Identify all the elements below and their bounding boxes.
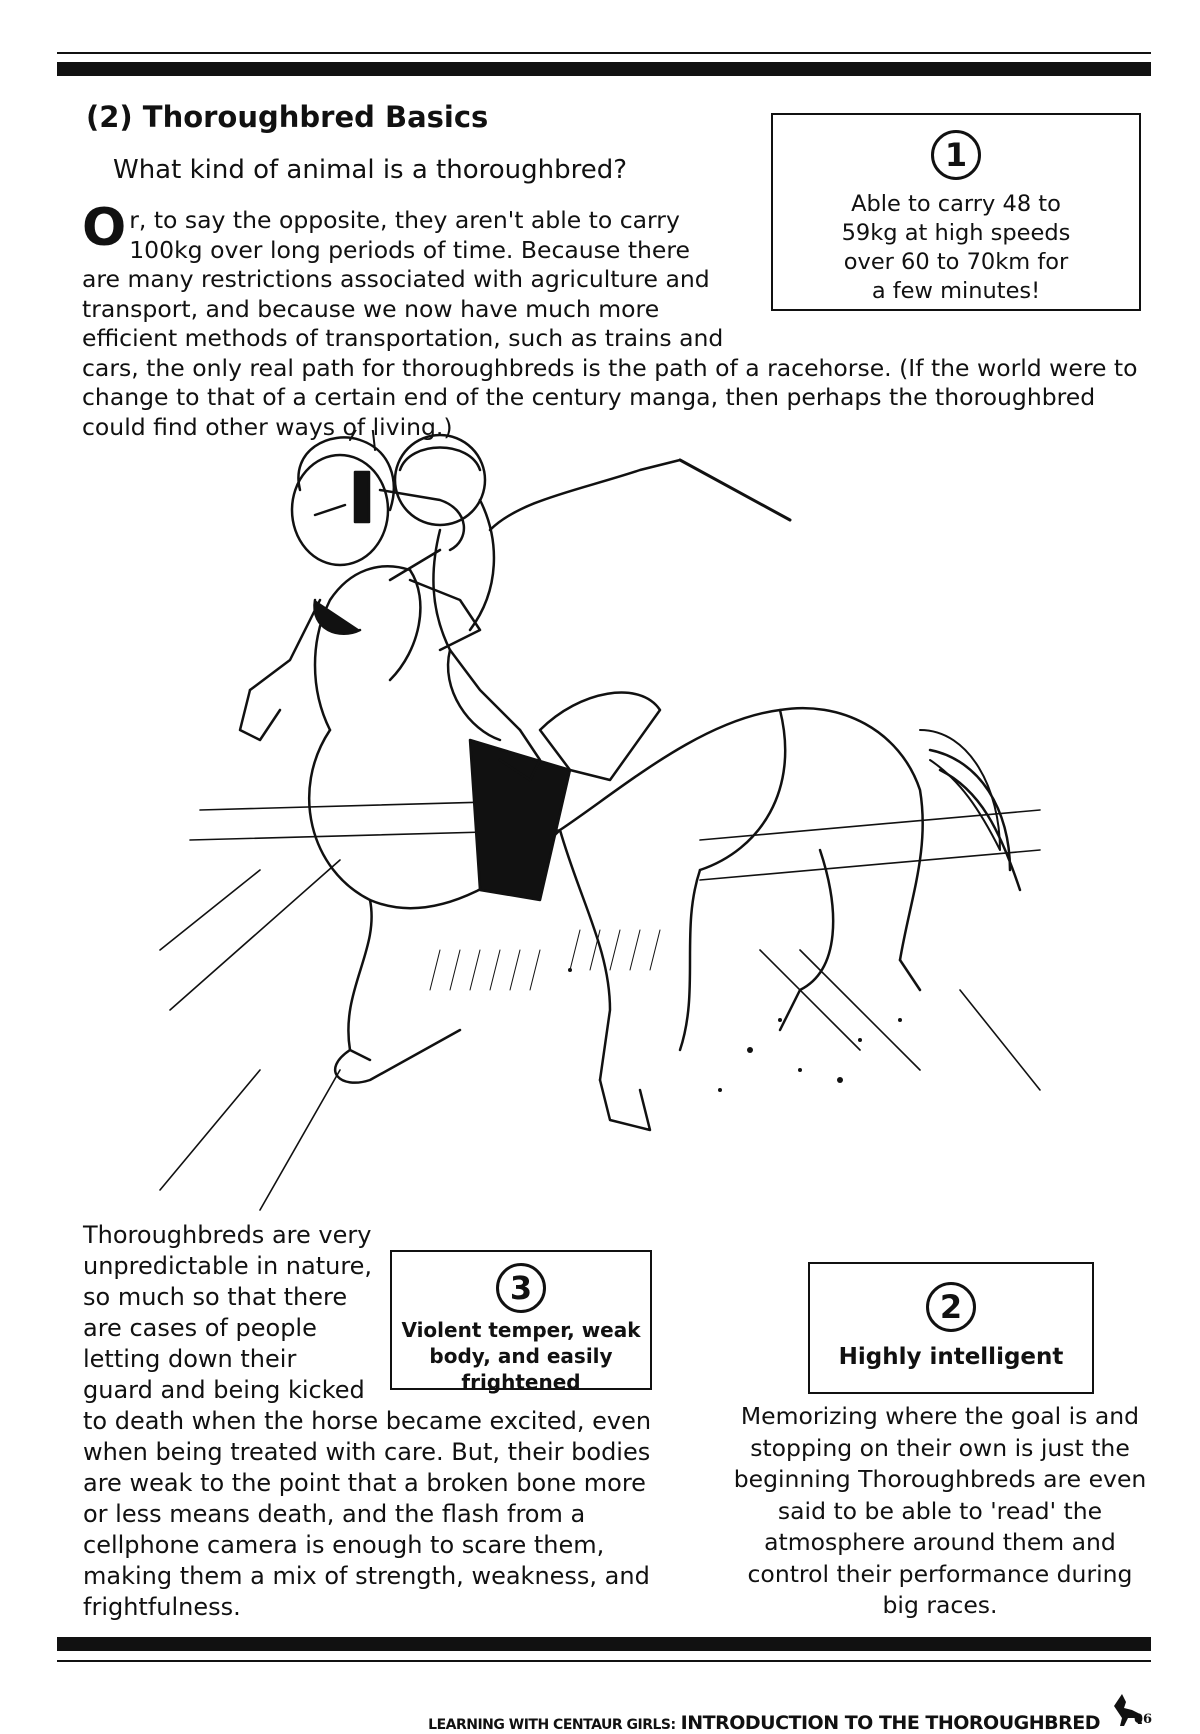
callout-1 [771,113,1141,311]
callout-2-text: Highly intelligent [838,1344,1064,1370]
callout-3-number: 3 [496,1263,546,1313]
drop-cap: O [82,198,127,258]
callout-3 [390,1250,652,1394]
dirt-specks [568,968,902,1092]
bottom-thick-rule [57,1637,1151,1651]
centaur-jockey-illustration [140,430,1070,1230]
footer-chapter: INTRODUCTION TO THE THOROUGHBRED [680,1712,1100,1734]
temperament-text: Thoroughbreds are very unpredictable in nature, so much so that there are cases of people letting down their guard and being kicked to death when the horse became excited, even when being treated with care. But, their bodies are weak to the point that a broken bone more or less means death, and the flash from a cellphone camera is enough to scare them, making them a mix of strength, weakness, and frightfulness. [83,1221,652,1621]
bottom-thin-rule [57,1660,1151,1662]
callout-1-number: 1 [931,130,981,180]
intro-text: r, to say the opposite, they aren't able to carry 100kg over long periods of time. Because there are many restrictions associated with agriculture and transport, and because we now have much more efficient methods of transportation, such as trains and cars, the only real path for thoroughbreds is the path of a racehorse. (If the world were to change to that of a certain end of the century manga, then perhaps the thoroughbred could find other ways of living.) [82,206,1138,441]
intelligence-paragraph: Memorizing where the goal is and stopping on their own is just the beginning Thoroughbreds are even said to be able to 'read' the atmosphere around them and control their performance during big races. [733,1402,1147,1619]
callout-3-text: Violent temper, weak body, and easily frightened [401,1318,641,1394]
page-number: 06 [1134,1712,1153,1727]
centaur-girl [240,430,480,740]
callout-2 [808,1262,1094,1394]
running-footer [428,1712,1100,1734]
top-thin-rule [57,52,1151,54]
top-thick-rule [57,62,1151,76]
callout-2-number: 2 [926,1282,976,1332]
footer-series: LEARNING WITH CENTAUR GIRLS: [428,1717,676,1733]
track-rails [160,800,1040,1210]
jockey [390,435,790,780]
subheading: What kind of animal is a thoroughbred? [113,155,628,185]
callout-1-text: Able to carry 48 to 59kg at high speeds over 60 to 70km for a few minutes! [841,191,1071,304]
section-title: (2) Thoroughbred Basics [86,100,489,134]
ground-hatching [430,930,660,990]
